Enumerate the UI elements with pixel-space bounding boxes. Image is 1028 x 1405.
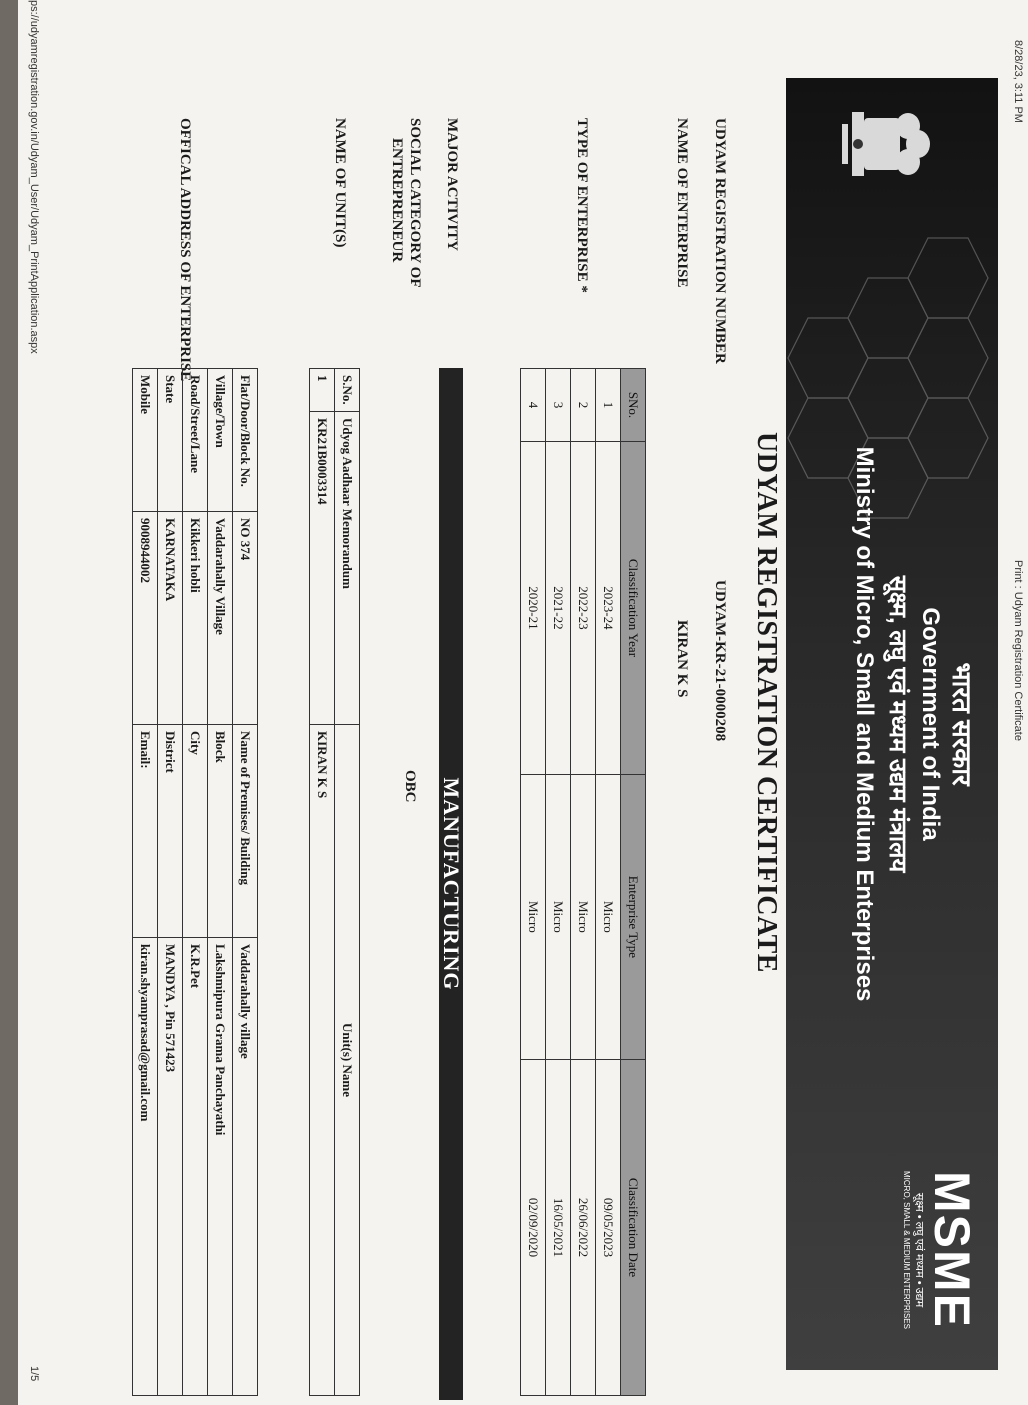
msme-logo-english: MICRO, SMALL & MEDIUM ENTERPRISES — [902, 1171, 911, 1329]
address-key: State — [158, 369, 183, 512]
page-number: 1/5 — [28, 1366, 40, 1382]
cell-date: 26/06/2022 — [571, 1059, 596, 1395]
units-header-row — [335, 369, 360, 1396]
table-row — [208, 369, 233, 1396]
address-key: Road/Street/Lane — [183, 369, 208, 512]
cell-date: 16/05/2021 — [546, 1059, 571, 1395]
cell-sno: 4 — [521, 369, 546, 442]
msme-logo-mark: MSME — [924, 1171, 980, 1329]
address-key: Mobile — [133, 369, 158, 512]
table-row — [133, 369, 158, 1396]
print-datetime: 8/28/23, 3:11 PM — [1012, 40, 1024, 123]
address-table — [132, 368, 258, 1396]
cell-sno: 2 — [571, 369, 596, 442]
cell-type: Micro — [596, 774, 621, 1059]
cell-type: Micro — [521, 774, 546, 1059]
cell-type: Micro — [546, 774, 571, 1059]
address-key: Village/Town — [208, 369, 233, 512]
table-row — [521, 369, 546, 1396]
cell-unit-name: KIRAN K S — [310, 725, 335, 1396]
address-label: OFFICAL ADDRESS OF ENTERPRISE — [177, 118, 193, 382]
address-value: Lakshmipura Grama Panchayathi — [208, 938, 233, 1396]
gov-hindi: भारत सरकार — [947, 662, 977, 786]
cell-sno: 1 — [310, 369, 335, 412]
address-value: K.R.Pet — [183, 938, 208, 1396]
msme-logo-hindi: सूक्ष्म • लघु एवं मध्यम • उद्यम — [913, 1192, 925, 1308]
page-content — [18, 0, 1028, 1405]
address-value: KARNATAKA — [158, 512, 183, 725]
cell-year: 2022-23 — [571, 442, 596, 775]
cell-type: Micro — [571, 774, 596, 1059]
address-value: MANDYA , Pin 571423 — [158, 938, 183, 1396]
social-category-label-line1: SOCIAL CATEGORY OF — [407, 118, 423, 288]
table-row — [233, 369, 258, 1396]
units-label: NAME OF UNIT(S) — [332, 118, 348, 248]
social-category-label-line2: ENTREPRENEUR — [389, 138, 405, 263]
address-key: District — [158, 725, 183, 938]
type-required-mark: * — [574, 285, 590, 293]
table-row — [310, 369, 335, 1396]
print-url: ps://udyamregistration.gov.in/Udyam_User/Udyam_PrintApplication.aspx — [28, 0, 40, 354]
cell-uam-number: KR21B0003314 — [310, 412, 335, 725]
social-category-label — [388, 118, 424, 288]
cell-date: 02/09/2020 — [521, 1059, 546, 1395]
address-key: Flat/Door/Block No. — [233, 369, 258, 512]
table-row — [571, 369, 596, 1396]
gov-english: Government of India — [917, 607, 944, 841]
col-enterprise-type: Enterprise Type — [621, 774, 646, 1059]
classification-header-row — [621, 369, 646, 1396]
cell-year: 2020-21 — [521, 442, 546, 775]
social-category-value: OBC — [402, 770, 418, 803]
msme-logo — [900, 1150, 978, 1350]
table-row — [546, 369, 571, 1396]
address-value: NO 374 — [233, 512, 258, 725]
col-classification-year: Classification Year — [621, 442, 646, 775]
cell-year: 2021-22 — [546, 442, 571, 775]
col-sno: S.No. — [335, 369, 360, 412]
ministry-english: Ministry of Micro, Small and Medium Enterprises — [851, 446, 878, 1002]
col-sno: SNo. — [621, 369, 646, 442]
cell-sno: 1 — [596, 369, 621, 442]
certificate-title: UDYAM REGISTRATION CERTIFICATE — [751, 432, 782, 973]
address-key: Block — [208, 725, 233, 938]
reg-number-label: UDYAM REGISTRATION NUMBER — [712, 118, 728, 364]
address-value: Vaddarahally village — [233, 938, 258, 1396]
enterprise-name-value: KIRAN K S — [674, 620, 690, 698]
table-row — [596, 369, 621, 1396]
ministry-hindi: सूक्ष्म, लघु एवं मध्यम उद्यम मंत्रालय — [884, 575, 911, 873]
units-table — [309, 368, 360, 1396]
printed-page — [18, 0, 1028, 1405]
address-key: Email: — [133, 725, 158, 938]
address-key: City — [183, 725, 208, 938]
table-row — [158, 369, 183, 1396]
col-classification-date: Classification Date — [621, 1059, 646, 1395]
reg-number-value: UDYAM-KR-21-0000208 — [712, 580, 728, 742]
address-value: Vaddarahally Village — [208, 512, 233, 725]
address-value: 9008944002 — [133, 512, 158, 725]
address-value: Kikkeri hobli — [183, 512, 208, 725]
major-activity-label: MAJOR ACTIVITY — [444, 118, 460, 251]
enterprise-name-label: NAME OF ENTERPRISE — [674, 118, 690, 288]
col-unit-name: Unit(s) Name — [335, 725, 360, 1396]
print-title: Print : Udyam Registration Certificate — [1012, 560, 1024, 741]
cell-date: 09/05/2023 — [596, 1059, 621, 1395]
type-label-text: TYPE OF ENTERPRISE — [574, 118, 590, 282]
address-key: Name of Premises/ Building — [233, 725, 258, 938]
cell-year: 2023-24 — [596, 442, 621, 775]
col-udyog-aadhaar: Udyog Aadhaar Memorandum — [335, 412, 360, 725]
classification-table — [520, 368, 646, 1396]
major-activity-value: MANUFACTURING — [439, 368, 463, 1400]
cell-sno: 3 — [546, 369, 571, 442]
address-value: kiran.shyamprasad@gmail.com — [133, 938, 158, 1396]
government-banner — [786, 78, 998, 1370]
type-of-enterprise-label — [573, 118, 590, 293]
table-row — [183, 369, 208, 1396]
